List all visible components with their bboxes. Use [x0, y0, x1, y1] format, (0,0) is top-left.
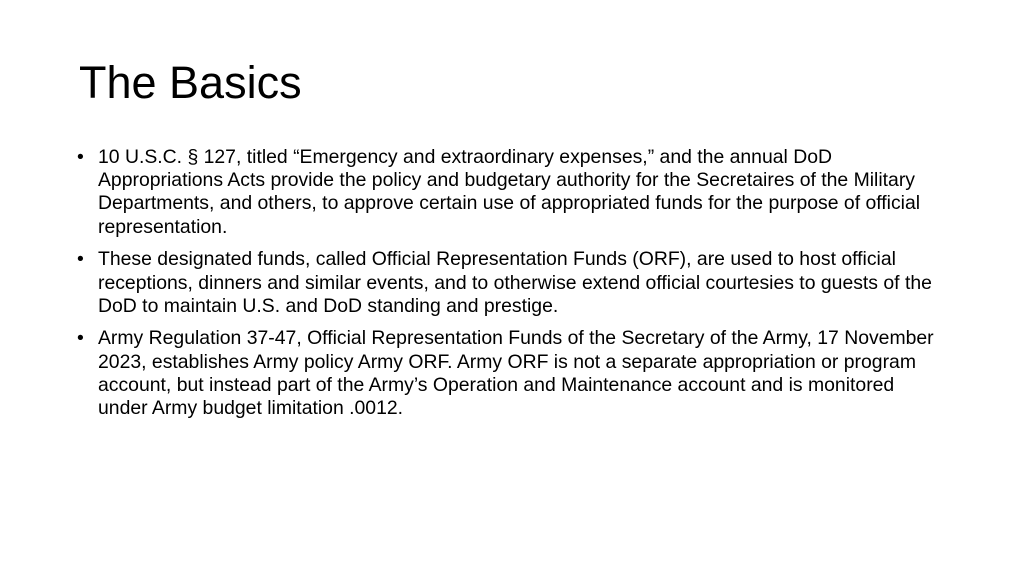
bullet-text: These designated funds, called Official Representation Funds (ORF), are used to host official receptions, dinners and similar events, and to otherwise extend official courtesies to guests of the DoD to maintain U.S. and DoD standing and prestige. [98, 248, 932, 317]
bullet-dot-icon: • [77, 146, 84, 168]
bullet-dot-icon: • [77, 248, 84, 271]
bullet-text: Army Regulation 37-47, Official Representation Funds of the Secretary of the Army, 17 November 2023, establishes Army policy Army ORF. Army ORF is not a separate appropriation or program account, but instead part of the Army’s Operation and Maintenance account and is monitored under Army budget limitation .0012. [98, 327, 934, 420]
bullet-list [77, 146, 945, 430]
bullet-item [77, 146, 945, 239]
bullet-item [77, 327, 945, 420]
slide-title: The Basics [79, 57, 302, 108]
bullet-item [77, 248, 945, 318]
bullet-dot-icon: • [77, 327, 84, 350]
bullet-text: 10 U.S.C. § 127, titled “Emergency and extraordinary expenses,” and the annual DoD Appropriations Acts provide the policy and budgetary authority for the Secretaires of the Military Departments, and others, to approve certain use of appropriated funds for the purpose of official representation. [98, 146, 921, 238]
